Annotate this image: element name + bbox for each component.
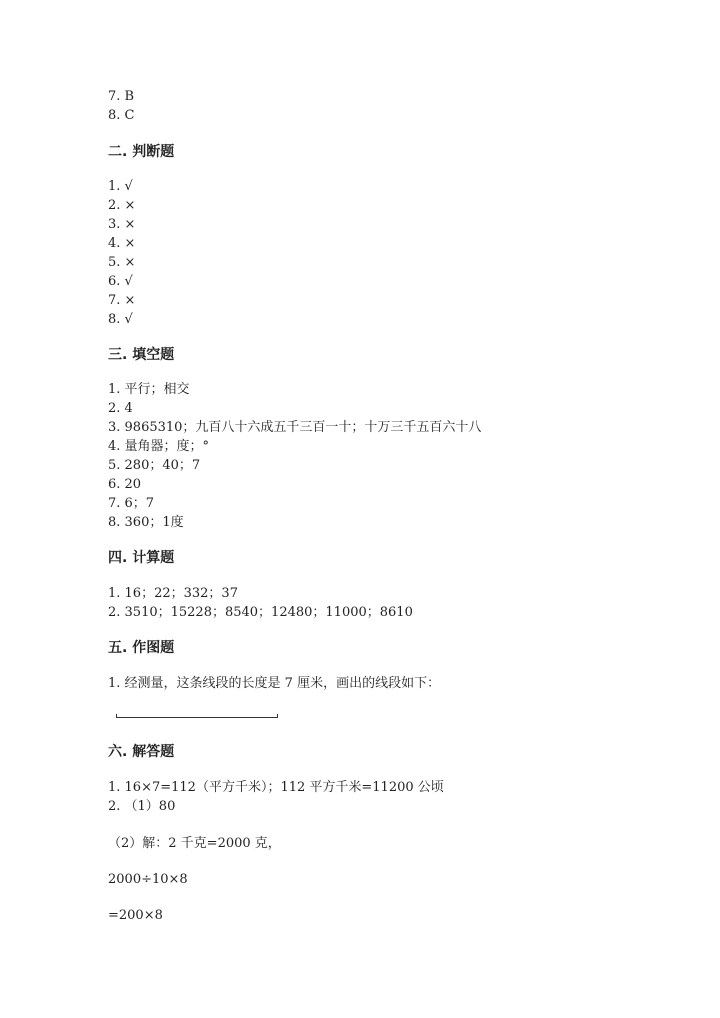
fill-answer-7: 7. 6；7 bbox=[108, 496, 155, 511]
fill-answer-4: 4. 量角器；度；° bbox=[108, 439, 210, 454]
judge-answer-5: 5. × bbox=[108, 255, 136, 270]
fill-answer-8: 8. 360；1度 bbox=[108, 515, 184, 530]
calc-answer-1: 1. 16；22；332；37 bbox=[108, 586, 238, 601]
solve-step-1: 2000÷10×8 bbox=[108, 872, 188, 887]
solve-answer-2-part-2: （2）解：2 千克=2000 克， bbox=[108, 836, 281, 851]
judge-answer-8: 8. √ bbox=[108, 312, 133, 327]
section-title-fill: 三. 填空题 bbox=[108, 347, 175, 363]
section-title-draw: 五. 作图题 bbox=[108, 640, 175, 656]
fill-answer-5: 5. 280；40；7 bbox=[108, 458, 201, 473]
drawn-line-segment bbox=[116, 714, 278, 718]
draw-answer-1: 1. 经测量，这条线段的长度是 7 厘米，画出的线段如下： bbox=[108, 676, 441, 691]
fill-answer-6: 6. 20 bbox=[108, 477, 142, 492]
choice-answer-8: 8. C bbox=[108, 108, 135, 123]
choice-answer-7: 7. B bbox=[108, 89, 135, 104]
calc-answer-2: 2. 3510；15228；8540；12480；11000；8610 bbox=[108, 605, 413, 620]
fill-answer-2: 2. 4 bbox=[108, 401, 133, 416]
fill-answer-1: 1. 平行；相交 bbox=[108, 382, 190, 397]
judge-answer-3: 3. × bbox=[108, 217, 136, 232]
judge-answer-4: 4. × bbox=[108, 236, 136, 251]
judge-answer-6: 6. √ bbox=[108, 274, 133, 289]
solve-step-2: =200×8 bbox=[108, 908, 163, 923]
judge-answer-1: 1. √ bbox=[108, 179, 133, 194]
section-title-solve: 六. 解答题 bbox=[108, 744, 175, 760]
fill-answer-3: 3. 9865310；九百八十六成五千三百一十；十万三千五百六十八 bbox=[108, 420, 482, 435]
judge-answer-2: 2. × bbox=[108, 198, 136, 213]
judge-answer-7: 7. × bbox=[108, 293, 136, 308]
section-title-calc: 四. 计算题 bbox=[108, 550, 175, 566]
solve-answer-2-part-1: 2. （1）80 bbox=[108, 799, 176, 814]
section-title-judge: 二. 判断题 bbox=[108, 144, 175, 160]
solve-answer-1: 1. 16×7=112（平方千米）；112 平方千米=11200 公顷 bbox=[108, 780, 444, 795]
